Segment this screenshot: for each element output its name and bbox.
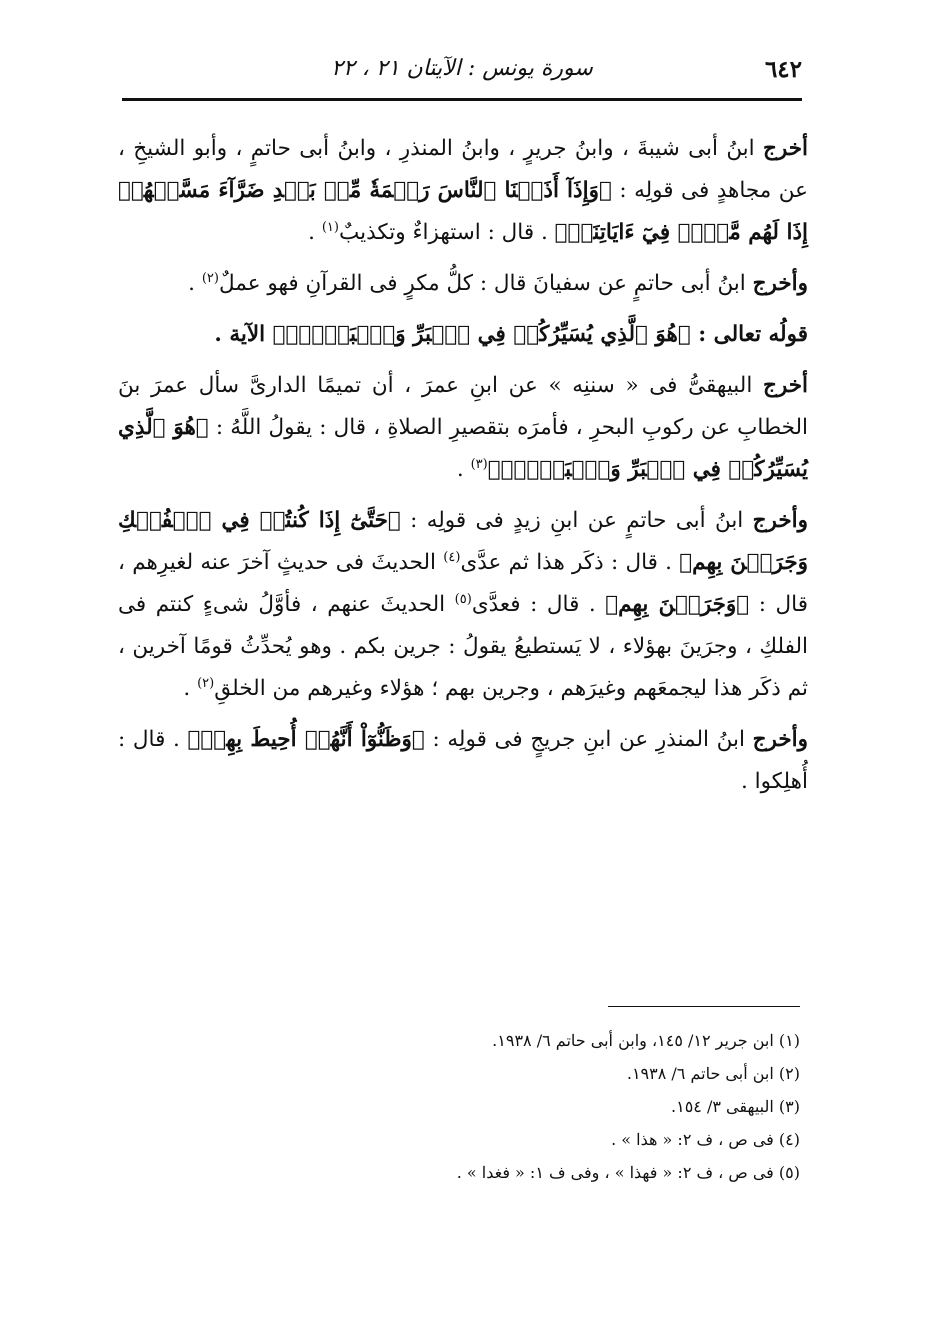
verse-heading xyxy=(118,314,808,356)
footnote-item: (٢) ابن أبى حاتم ٦/ ١٩٣٨. xyxy=(626,1064,800,1083)
footnote-ref[interactable]: (٢) xyxy=(201,270,219,286)
quran-verse: ﴿وَجَرَيۡنَ بِهِم﴾ xyxy=(605,592,750,617)
paragraph-text: . قال : ذكَر هذا ثم عدَّى xyxy=(460,550,680,575)
footnote-item: (١) ابن جرير ١٢/ ١٤٥، وابن أبى حاتم ٦/ ١٩٣٨. xyxy=(492,1031,800,1050)
page-number: ٦٤٢ xyxy=(764,56,802,83)
footnote-item: (٥) فى ص ، ف ٢: « فهذا » ، وفى ف ١: « فغدا » . xyxy=(456,1163,800,1182)
footnote-item: (٤) فى ص ، ف ٢: « هذا » . xyxy=(611,1130,800,1149)
footnotes xyxy=(230,1024,800,1189)
paragraph-text: ابنُ المنذرِ عن ابنِ جريجٍ فى قولِه : xyxy=(424,727,753,752)
footnote-ref[interactable]: (٤) xyxy=(443,549,461,565)
quran-verse: ﴿هُوَ ٱلَّذِي يُسَيِّرُكُمۡ فِي ٱلۡبَرِّ وَٱلۡبَحۡرِۖ﴾ xyxy=(118,415,808,482)
paragraph-text: الحديثَ عنهم ، فأوَّلُ شىءٍ كنتم فى الفلكِ ، وجرَينَ بهؤلاء ، لا يَستطيعُ يقولُ : جرين بكم . وهو يُحدِّثُ قومًا آخرين ، ثم ذكَر هذا ليجمعَهم وغيرَهم ، وجرين بهم ؛ هؤلاء وغيرهم من الخلقِ xyxy=(118,592,808,701)
paragraph-text: . قال : استهزاءٌ وتكذيبٌ xyxy=(338,220,555,245)
paragraph-text: البيهقىُّ فى « سننِه » عن ابنِ عمرَ ، أن تميمًا الدارىَّ سأل عمرَ بنَ الخطابِ عن ركوبِ البحرِ ، فأمرَه بتقصيرِ الصلاةِ ، قال : يقولُ اللَّهُ : xyxy=(118,373,808,440)
paragraph-text: ابنُ أبى شيبةَ ، وابنُ جريرٍ ، وابنُ المنذرِ ، وابنُ أبى حاتمٍ ، وأبو الشيخِ ، عن مجاهدٍ فى قولِه : xyxy=(118,136,808,203)
page-header xyxy=(122,50,802,98)
paragraph-text: . قال : أُهلِكوا . xyxy=(118,727,808,794)
paragraph-lead: أخرج xyxy=(762,373,808,398)
paragraph-2 xyxy=(118,263,808,305)
paragraph-lead: وأخرج xyxy=(752,727,808,752)
paragraph-4 xyxy=(118,500,808,710)
paragraph-text: . xyxy=(183,676,198,701)
footnote-item: (٣) البيهقى ٣/ ١٥٤. xyxy=(671,1097,800,1116)
paragraph-lead: وأخرج xyxy=(752,271,808,296)
heading-tail: الآية . xyxy=(214,322,273,347)
quran-verse: ﴿وَإِذَآ أَذَقۡنَا ٱلنَّاسَ رَحۡمَةٗ مِّنۢ بَعۡدِ ضَرَّآءَ مَسَّتۡهُمۡ إِذَا لَهُم مَّكۡرٞ فِيٓ ءَايَاتِنَاۚ﴾ xyxy=(118,178,808,245)
footnote-ref[interactable]: (١) xyxy=(321,219,339,235)
footnote-ref[interactable]: (٥) xyxy=(454,591,472,607)
quran-verse: ﴿هُوَ ٱلَّذِي يُسَيِّرُكُمۡ فِي ٱلۡبَرِّ وَٱلۡبَحۡرِۖ﴾ xyxy=(272,322,691,347)
paragraph-text: ابنُ أبى حاتمٍ عن ابنِ زيدٍ فى قولِه : xyxy=(400,508,753,533)
paragraph-text: ابنُ أبى حاتمٍ عن سفيانَ قال : كلُّ مكرٍ فى القرآنِ فهو عملٌ xyxy=(218,271,753,296)
page-body xyxy=(118,128,808,812)
paragraph-5 xyxy=(118,719,808,803)
paragraph-text: . xyxy=(188,271,202,296)
quran-verse: ﴿وَظَنُّوٓاْ أَنَّهُمۡ أُحِيطَ بِهِمۡ﴾ xyxy=(187,727,425,752)
quran-verse: ﴿حَتَّىٰٓ إِذَا كُنتُمۡ فِي ٱلۡفُلۡكِ وَجَرَيۡنَ بِهِم﴾ xyxy=(118,508,809,575)
footnote-rule xyxy=(608,1006,800,1007)
header-rule xyxy=(122,98,802,101)
footnote-ref[interactable]: (٣) xyxy=(470,456,488,472)
running-title: سورة يونس : الآيتان ٢١ ، ٢٢ xyxy=(331,56,593,81)
paragraph-text: . xyxy=(456,457,471,482)
footnote-ref[interactable]: (٢) xyxy=(197,675,215,691)
paragraph-1 xyxy=(118,128,808,254)
paragraph-text: الحديثَ فى حديثٍ آخرَ عنه لغيرِهم ، قال : xyxy=(118,550,808,617)
paragraph-text: . xyxy=(308,220,322,245)
paragraph-text: . قال : فعدَّى xyxy=(471,592,606,617)
paragraph-3 xyxy=(118,365,808,491)
paragraph-lead: أخرج xyxy=(762,136,808,161)
paragraph-lead: وأخرج xyxy=(752,508,808,533)
heading-label: قولُه تعالى : xyxy=(690,322,808,347)
